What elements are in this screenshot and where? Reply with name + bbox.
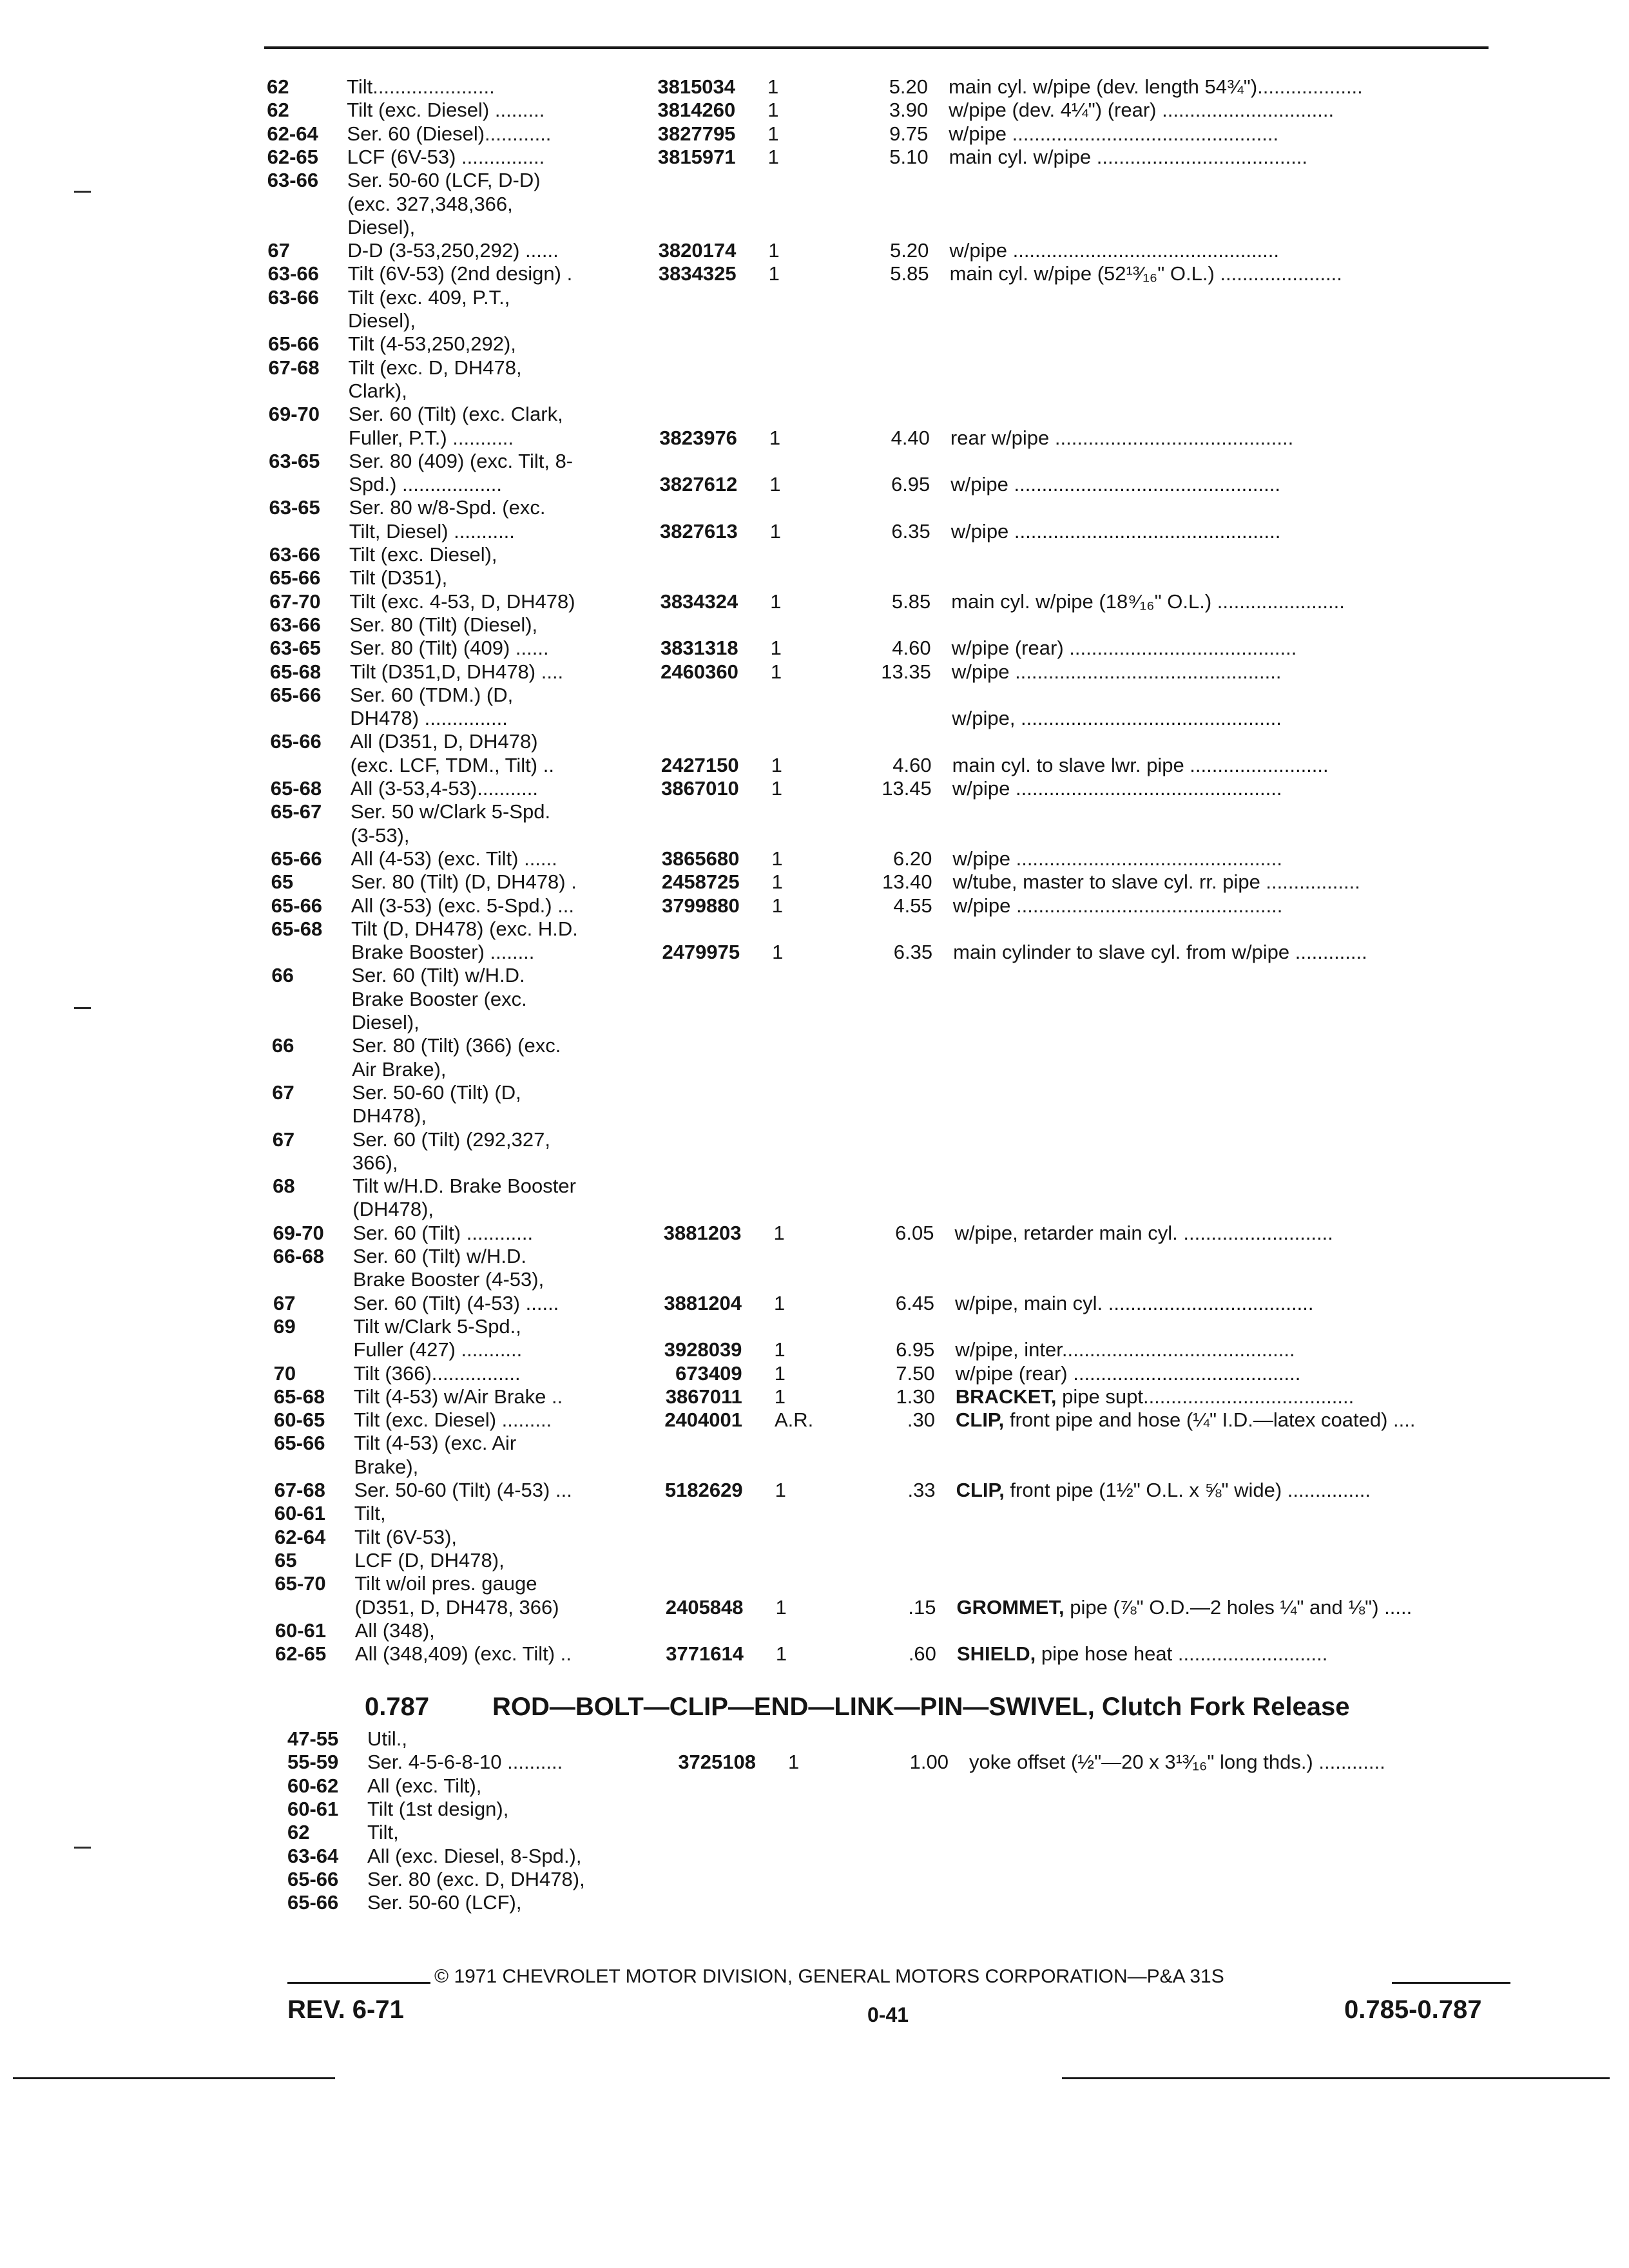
remarks-text: w/pipe (rear) ......................................... (951, 637, 1297, 660)
remarks-text: w/pipe (dev. 4¼") (rear) ............................... (949, 99, 1335, 122)
remarks-text: pipe supt...................................... (1056, 1385, 1354, 1408)
quantity: 1 (773, 1221, 785, 1244)
quantity: 1 (770, 590, 782, 613)
part-remarks (956, 1408, 1415, 1432)
remarks-text: w/pipe, inter.......................................... (955, 1338, 1295, 1361)
year-range: 62 (287, 1821, 310, 1844)
bottom-rule-right (1062, 2077, 1610, 2079)
price: 5.10 (889, 145, 929, 168)
year-range: 65-66 (268, 332, 320, 356)
model-description: Tilt (exc. Diesel), (349, 543, 497, 566)
quantity: 1 (774, 1361, 786, 1385)
margin-tick (74, 191, 91, 193)
part-number: 3815034 (657, 75, 736, 98)
price: 9.75 (889, 122, 929, 145)
part-remarks (951, 520, 1281, 543)
year-range: 63-66 (267, 169, 319, 192)
quantity: 1 (767, 99, 779, 122)
remarks-text: w/pipe ................................................ (952, 894, 1283, 917)
part-remarks (950, 427, 1293, 450)
part-remarks (949, 239, 1279, 262)
model-description: Ser. 60 (Diesel)............ (347, 122, 552, 145)
year-range: 65-66 (270, 683, 322, 706)
model-description: Tilt, Diesel) ........... (349, 519, 515, 543)
price: 3.90 (889, 99, 929, 122)
part-remarks (952, 660, 1282, 684)
year-range: 67 (272, 1081, 294, 1104)
part-number: 2460360 (660, 660, 738, 683)
quantity: 1 (771, 847, 783, 870)
price: 6.35 (891, 519, 930, 543)
year-range: 63-66 (269, 543, 321, 566)
model-description: Tilt (1st design), (367, 1797, 509, 1820)
model-description: All (3-53,4-53)........... (350, 777, 538, 800)
model-description: Tilt (D351), (349, 566, 448, 590)
remarks-text: yoke offset (½"—20 x 3¹³⁄₁₆" long thds.) ............ (969, 1751, 1385, 1774)
year-range: 65-68 (270, 777, 322, 800)
part-remarks (949, 99, 1334, 122)
quantity: 1 (788, 1751, 800, 1774)
price: 6.95 (896, 1338, 935, 1361)
model-description: Ser. 80 (Tilt) (Diesel), (349, 613, 538, 636)
model-description: (D351, D, DH478, 366) (354, 1595, 559, 1619)
year-range: 60-61 (274, 1502, 326, 1525)
remarks-text: main cylinder to slave cyl. from w/pipe ............. (953, 941, 1367, 964)
part-number: 3823976 (659, 426, 737, 449)
quantity: 1 (775, 1479, 786, 1501)
remarks-text: main cyl. to slave lwr. pipe ......................... (952, 753, 1329, 776)
quantity: 1 (774, 1291, 786, 1314)
model-description: Ser. 60 (Tilt) w/H.D. (352, 1245, 526, 1267)
remarks-text: w/pipe, main cyl. ..................................... (955, 1291, 1314, 1314)
part-number: 3814260 (657, 99, 736, 122)
price: 5.85 (890, 262, 929, 285)
price: 7.50 (896, 1361, 935, 1385)
part-name: CLIP, (956, 1479, 1005, 1501)
part-remarks (952, 637, 1297, 660)
part-remarks (952, 847, 1282, 870)
year-range: 66 (271, 964, 294, 987)
year-range: 65-66 (269, 566, 321, 590)
part-name: BRACKET, (955, 1385, 1057, 1408)
year-range: 60-62 (287, 1774, 339, 1797)
year-range: 67 (272, 1128, 295, 1151)
price: 6.95 (891, 473, 930, 496)
part-number: 3820174 (658, 239, 737, 262)
quantity: A.R. (775, 1408, 814, 1432)
part-remarks (953, 941, 1367, 964)
part-remarks (950, 473, 1280, 496)
model-description: Ser. 80 w/8-Spd. (exc. (349, 496, 546, 519)
model-description: Ser. 50-60 (Tilt) (D, (352, 1081, 521, 1104)
model-description: Tilt (366)................ (353, 1361, 521, 1385)
model-description: All (exc. Tilt), (367, 1774, 482, 1797)
remarks-text: main cyl. w/pipe (dev. length 54¾")................... (949, 75, 1363, 98)
remarks-text: main cyl. w/pipe (52¹³⁄₁₆" O.L.) ...................... (949, 262, 1342, 285)
year-range: 65-66 (274, 1432, 325, 1455)
quantity: 1 (770, 660, 782, 683)
year-range: 67-70 (269, 590, 321, 613)
price: 13.35 (881, 660, 931, 683)
part-number: 2479975 (662, 941, 740, 964)
model-description: Ser. 4-5-6-8-10 .......... (367, 1751, 563, 1774)
model-description: (3-53), (351, 823, 410, 847)
price: 4.40 (891, 426, 930, 449)
price: 5.20 (889, 75, 929, 98)
year-range: 65-66 (271, 847, 322, 870)
year-range: 65-66 (271, 894, 323, 917)
part-number: 3799880 (662, 894, 740, 917)
footer-rule-right (1392, 1982, 1510, 1984)
part-number: 3831318 (660, 637, 738, 660)
year-range: 63-64 (287, 1844, 339, 1867)
part-number: 3771614 (666, 1642, 744, 1666)
price: .15 (908, 1595, 936, 1619)
model-description: LCF (6V-53) ............... (347, 145, 545, 168)
quantity: 1 (775, 1595, 787, 1619)
year-range: 65-70 (275, 1572, 326, 1595)
year-range: 67-68 (268, 356, 320, 379)
footer-rule-left (287, 1982, 430, 1984)
model-description: Tilt (D351,D, DH478) .... (349, 660, 564, 683)
part-remarks (952, 754, 1329, 777)
part-number: 2427150 (660, 753, 739, 776)
part-remarks (955, 1338, 1295, 1361)
model-description: Diesel), (347, 215, 416, 238)
part-number: 3827795 (657, 122, 736, 145)
quantity: 1 (768, 239, 780, 262)
remarks-text: front pipe and hose (¼" I.D.—latex coated) .... (1004, 1408, 1416, 1432)
model-description: Ser. 60 (Tilt) (292,327, (352, 1128, 550, 1151)
quantity: 1 (769, 519, 781, 543)
part-number: 3881204 (664, 1291, 742, 1314)
year-range: 65 (271, 870, 294, 894)
year-range: 63-65 (269, 496, 320, 519)
part-number: 5182629 (664, 1479, 743, 1501)
remarks-text: w/pipe ................................................ (950, 473, 1280, 496)
model-description: Ser. 50-60 (LCF), (367, 1891, 522, 1914)
year-range: 65-68 (269, 660, 322, 683)
part-number: 3865680 (661, 847, 740, 870)
part-remarks (952, 777, 1282, 800)
quantity: 1 (771, 777, 783, 800)
model-description: All (D351, D, DH478) (350, 730, 538, 753)
part-remarks (953, 894, 1283, 918)
quantity: 1 (774, 1338, 786, 1361)
model-description: Tilt...................... (347, 75, 495, 98)
part-remarks (955, 1292, 1313, 1315)
year-range: 66-68 (273, 1245, 324, 1267)
part-number: 3867010 (661, 777, 739, 800)
part-number: 3827613 (660, 519, 738, 543)
remarks-text: w/pipe (rear) ......................................... (955, 1361, 1301, 1385)
remarks-text: w/pipe ................................................ (951, 660, 1282, 683)
part-number: 3928039 (664, 1338, 742, 1361)
margin-tick (74, 1007, 91, 1009)
year-range: 60-61 (275, 1619, 327, 1642)
page-number: 0-41 (867, 2003, 909, 2026)
model-description: Tilt, (354, 1502, 386, 1525)
model-description: Ser. 60 (Tilt) (exc. Clark, (348, 403, 563, 426)
remarks-text: rear w/pipe ........................................... (950, 426, 1294, 449)
price: 13.40 (882, 870, 932, 894)
quantity: 1 (769, 426, 781, 449)
remarks-text: main cyl. w/pipe ...................................... (949, 145, 1308, 168)
year-range: 62-64 (274, 1525, 326, 1548)
part-remarks (949, 75, 1363, 99)
part-name: SHIELD, (956, 1642, 1036, 1666)
top-rule (264, 46, 1489, 49)
model-description: All (348,409) (exc. Tilt) .. (354, 1642, 572, 1666)
price: 6.20 (893, 847, 932, 870)
year-range: 67 (267, 239, 290, 262)
remarks-text: w/pipe ................................................ (950, 519, 1281, 543)
model-description: Ser. 60 (Tilt) (4-53) ...... (353, 1291, 559, 1314)
year-range: 63-66 (267, 262, 319, 285)
model-description: Tilt w/oil pres. gauge (354, 1572, 537, 1595)
part-remarks (957, 1596, 1412, 1619)
model-description: Fuller (427) ........... (353, 1338, 523, 1361)
part-remarks (954, 1222, 1333, 1245)
part-remarks (950, 262, 1342, 285)
model-description: Tilt (4-53) w/Air Brake .. (353, 1385, 563, 1408)
year-range: 65-66 (287, 1867, 339, 1890)
part-number: 3827612 (659, 473, 738, 496)
model-description: 366), (352, 1151, 398, 1174)
year-range: 65-68 (273, 1385, 325, 1408)
price: 4.60 (892, 637, 931, 660)
remarks-text: w/pipe ................................................ (949, 239, 1280, 262)
year-range: 63-65 (269, 449, 320, 472)
price: .33 (907, 1479, 936, 1501)
model-description: Tilt (D, DH478) (exc. H.D. (351, 917, 578, 940)
section-number: 0.787 (365, 1693, 430, 1721)
quantity: 1 (771, 753, 782, 776)
model-description: Ser. 80 (exc. D, DH478), (367, 1867, 585, 1890)
model-description: Tilt w/H.D. Brake Booster (352, 1175, 576, 1198)
year-range: 67 (273, 1291, 296, 1314)
year-range: 55-59 (287, 1751, 339, 1774)
model-description: All (exc. Diesel, 8-Spd.), (367, 1844, 582, 1867)
year-range: 62 (267, 99, 289, 122)
model-description: Fuller, P.T.) ........... (348, 426, 514, 449)
model-description: Brake), (354, 1455, 419, 1478)
year-range: 65-67 (271, 800, 322, 823)
quantity: 1 (771, 894, 784, 917)
part-number: 2404001 (664, 1408, 742, 1432)
model-description: Ser. 80 (Tilt) (366) (exc. (351, 1034, 561, 1057)
price: 6.05 (895, 1221, 934, 1244)
model-description: Brake Booster (exc. (351, 987, 527, 1010)
part-number: 3834324 (660, 590, 738, 613)
model-description: Tilt (exc. Diesel) ......... (347, 99, 545, 122)
quantity: 1 (775, 1642, 787, 1666)
model-description: Ser. 50-60 (LCF, D-D) (347, 169, 541, 192)
price: 4.55 (893, 894, 932, 917)
year-range: 62-64 (267, 122, 318, 145)
model-description: Tilt (exc. Diesel) ......... (354, 1408, 552, 1432)
part-number: 3815971 (657, 145, 736, 168)
model-description: Tilt (exc. 409, P.T., (347, 285, 510, 309)
model-description: Spd.) .................. (349, 473, 503, 496)
remarks-text: w/pipe, ............................................... (952, 707, 1282, 730)
part-name: GROMMET, (956, 1595, 1065, 1619)
model-description: Brake Booster) ........ (351, 941, 535, 964)
part-remarks (949, 146, 1307, 169)
model-description: Air Brake), (352, 1057, 447, 1081)
model-description: LCF (D, DH478), (354, 1548, 505, 1571)
price: .30 (907, 1408, 935, 1432)
price: 1.30 (896, 1385, 935, 1408)
price: 5.85 (891, 590, 931, 613)
part-number: 3725108 (678, 1751, 756, 1774)
year-range: 68 (273, 1175, 295, 1198)
part-remarks (952, 707, 1282, 730)
model-description: Ser. 60 (Tilt) w/H.D. (351, 964, 525, 987)
part-remarks (951, 590, 1345, 613)
price: 6.35 (893, 941, 933, 964)
model-description: Clark), (348, 379, 407, 402)
model-description: Diesel), (347, 309, 416, 332)
year-range: 70 (273, 1361, 296, 1385)
revision-label: REV. 6-71 (287, 1995, 404, 2024)
year-range: 67-68 (274, 1479, 325, 1501)
year-range: 47-55 (287, 1727, 339, 1750)
quantity: 1 (772, 941, 784, 964)
part-number: 673409 (675, 1361, 742, 1385)
part-remarks (956, 1362, 1301, 1385)
year-range: 60-61 (287, 1797, 339, 1820)
price: 4.60 (892, 753, 932, 776)
quantity: 1 (768, 262, 780, 285)
model-description: All (348), (354, 1619, 435, 1642)
price: .60 (908, 1642, 936, 1666)
model-description: Ser. 60 (TDM.) (D, (350, 683, 514, 706)
model-description: DH478), (352, 1104, 427, 1128)
part-number: 3867011 (665, 1385, 742, 1408)
part-remarks (956, 1385, 1354, 1408)
part-remarks (969, 1751, 1385, 1774)
model-description: All (3-53) (exc. 5-Spd.) ... (351, 894, 575, 917)
model-description: (exc. LCF, TDM., Tilt) .. (350, 753, 554, 776)
part-remarks (953, 870, 1360, 894)
year-range: 62-65 (267, 145, 318, 168)
year-range: 69 (273, 1314, 296, 1338)
bottom-rule-left (13, 2077, 335, 2079)
model-description: Diesel), (351, 1011, 419, 1033)
quantity: 1 (769, 473, 781, 496)
copyright-notice: © 1971 CHEVROLET MOTOR DIVISION, GENERAL MOTORS CORPORATION—P&A 31S (434, 1966, 1224, 1987)
remarks-text: w/pipe ................................................ (949, 122, 1279, 145)
remarks-text: pipe hose heat ........................... (1036, 1642, 1328, 1666)
year-range: 62 (267, 75, 289, 98)
section-title: ROD—BOLT—CLIP—END—LINK—PIN—SWIVEL, Clutch Fork Release (492, 1693, 1350, 1721)
remarks-text: w/tube, master to slave cyl. rr. pipe ................. (952, 870, 1360, 894)
model-description: (exc. 327,348,366, (347, 192, 513, 215)
year-range: 69-70 (268, 403, 320, 426)
year-range: 63-66 (267, 285, 320, 309)
part-number: 3881203 (663, 1221, 742, 1244)
model-description: Tilt (4-53) (exc. Air (354, 1432, 517, 1455)
remarks-text: w/pipe ................................................ (952, 777, 1282, 800)
quantity: 1 (767, 75, 779, 98)
price: 13.45 (882, 777, 932, 800)
part-number: 2405848 (665, 1595, 744, 1619)
model-description: DH478) ............... (350, 707, 508, 730)
price: 6.45 (895, 1291, 935, 1314)
year-range: 66 (271, 1034, 294, 1057)
part-number: 3834325 (658, 262, 737, 285)
remarks-text: w/pipe, retarder main cyl. ........................... (954, 1221, 1333, 1244)
remarks-text: pipe (⅞" O.D.—2 holes ¼" and ⅛") ..... (1064, 1595, 1412, 1619)
remarks-text: front pipe (1½" O.L. x ⅝" wide) ............... (1004, 1479, 1371, 1501)
part-name: CLIP, (956, 1408, 1005, 1432)
price: 5.20 (890, 239, 929, 262)
year-range: 65 (275, 1548, 297, 1571)
margin-tick (74, 1847, 91, 1849)
model-description: Tilt (4-53,250,292), (348, 332, 516, 356)
remarks-text: w/pipe ................................................ (952, 847, 1283, 870)
year-range: 60-65 (274, 1408, 325, 1432)
model-description: Tilt (6V-53) (2nd design) . (347, 262, 573, 285)
year-range: 69-70 (273, 1221, 324, 1244)
model-description: Ser. 60 (Tilt) ............ (352, 1221, 534, 1244)
model-description: Ser. 80 (Tilt) (D, DH478) . (351, 870, 577, 894)
model-description: Brake Booster (4-53), (352, 1268, 545, 1291)
year-range: 65-66 (270, 730, 322, 753)
model-description: Ser. 80 (409) (exc. Tilt, 8- (349, 449, 574, 472)
model-description: Util., (367, 1727, 407, 1750)
quantity: 1 (774, 1385, 786, 1408)
part-remarks (956, 1479, 1371, 1502)
model-description: All (4-53) (exc. Tilt) ...... (351, 847, 557, 870)
model-description: Ser. 50-60 (Tilt) (4-53) ... (354, 1479, 572, 1501)
model-description: Tilt (exc. D, DH478, (348, 356, 522, 379)
model-description: Ser. 80 (Tilt) (409) ...... (349, 637, 549, 660)
year-range: 65-66 (287, 1891, 339, 1914)
quantity: 1 (767, 122, 779, 145)
model-description: Tilt w/Clark 5-Spd., (353, 1314, 521, 1338)
remarks-text: main cyl. w/pipe (18⁹⁄₁₆" O.L.) ....................... (951, 590, 1345, 613)
model-description: Ser. 50 w/Clark 5-Spd. (351, 800, 551, 823)
part-remarks (949, 122, 1278, 146)
price: 1.00 (909, 1751, 949, 1774)
model-description: (DH478), (352, 1198, 434, 1221)
model-description: Tilt, (367, 1821, 399, 1844)
model-description: Tilt (exc. 4-53, D, DH478) (349, 590, 575, 613)
quantity: 1 (770, 637, 782, 660)
model-description: D-D (3-53,250,292) ...... (347, 239, 559, 262)
quantity: 1 (771, 870, 783, 894)
year-range: 65-68 (271, 917, 323, 940)
year-range: 63-66 (269, 613, 321, 636)
quantity: 1 (767, 145, 779, 168)
year-range: 63-65 (269, 637, 321, 660)
part-number: 2458725 (661, 870, 740, 894)
section-range: 0.785-0.787 (1344, 1995, 1482, 2024)
part-remarks (957, 1642, 1327, 1666)
model-description: Tilt (6V-53), (354, 1525, 458, 1548)
year-range: 62-65 (275, 1642, 327, 1666)
